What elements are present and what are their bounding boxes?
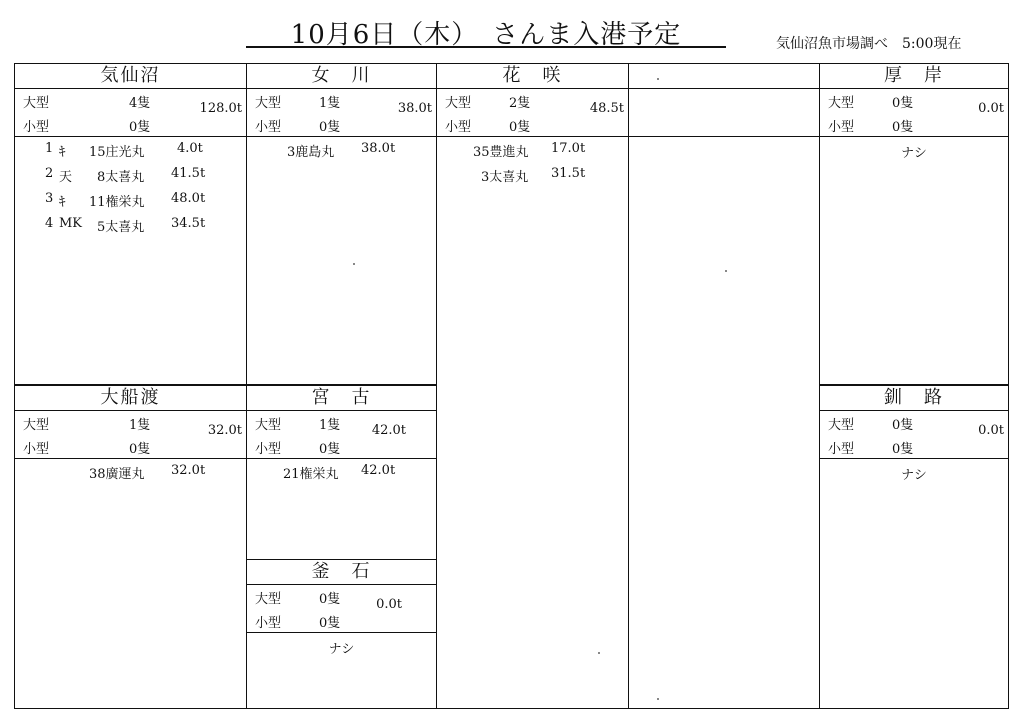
ship-row (15, 163, 246, 188)
summary-hanasaki (437, 88, 628, 137)
small-count: 0隻 (319, 442, 341, 457)
ship-row (437, 163, 628, 188)
no-arrivals-text: ナシ (901, 468, 927, 483)
large-label: 大型 (255, 96, 282, 111)
ship-list-hanasaki (437, 138, 628, 188)
ship-name: 11権栄丸 (89, 195, 145, 210)
total-tonnage: 48.5t (589, 101, 624, 116)
ship-mark: ｷ (59, 195, 66, 210)
title-underline (246, 46, 726, 48)
ship-tonnage: 32.0t (171, 463, 206, 478)
small-label: 小型 (828, 442, 855, 457)
page-title: 10月6日（木） さんま入港予定 (290, 20, 682, 50)
large-count: 0隻 (892, 418, 914, 433)
large-label: 大型 (23, 418, 50, 433)
scan-speck (657, 698, 659, 700)
ship-tonnage: 4.0t (177, 141, 203, 156)
small-count: 0隻 (129, 442, 151, 457)
port-name-ofunato: 大船渡 (15, 386, 246, 411)
large-count: 2隻 (509, 96, 531, 111)
large-count: 4隻 (129, 96, 151, 111)
port-panel-akkeshi (819, 63, 1009, 385)
port-panel-onagawa (246, 63, 437, 385)
small-label: 小型 (255, 616, 282, 631)
small-count: 0隻 (319, 120, 341, 135)
ship-name: 38廣運丸 (89, 467, 145, 482)
port-name-onagawa: 女 川 (247, 64, 436, 89)
summary-kushiro (820, 410, 1008, 459)
ship-tonnage: 48.0t (171, 191, 206, 206)
summary-akkeshi (820, 88, 1008, 137)
port-panel-ofunato (14, 385, 247, 709)
ship-tonnage: 17.0t (551, 141, 586, 156)
total-tonnage: 32.0t (207, 423, 242, 438)
large-count: 0隻 (892, 96, 914, 111)
small-count: 0隻 (129, 120, 151, 135)
ship-rank: 4 (45, 216, 54, 231)
large-count: 0隻 (319, 592, 341, 607)
ship-name: 3太喜丸 (481, 170, 529, 185)
port-name-kamaishi: 釜 石 (247, 560, 436, 585)
port-panel-kamaishi (246, 559, 437, 709)
total-tonnage: 128.0t (199, 101, 242, 116)
ship-name: 21権栄丸 (283, 467, 339, 482)
ship-name: 8太喜丸 (97, 170, 145, 185)
ship-row (15, 460, 246, 485)
ship-mark: MK (59, 216, 83, 231)
scan-speck (598, 652, 600, 654)
large-label: 大型 (255, 418, 282, 433)
large-count: 1隻 (129, 418, 151, 433)
scan-speck (353, 263, 355, 265)
title-block (246, 10, 726, 48)
total-tonnage: 0.0t (978, 101, 1004, 116)
small-count: 0隻 (319, 616, 341, 631)
small-label: 小型 (255, 442, 282, 457)
ship-mark: 天 (59, 170, 73, 185)
ship-tonnage: 42.0t (361, 463, 396, 478)
ship-rank: 2 (45, 166, 54, 181)
port-panel-hanasaki (436, 63, 629, 709)
ship-list-ofunato (15, 460, 246, 485)
large-label: 大型 (828, 96, 855, 111)
summary-kamaishi (247, 584, 436, 633)
port-name-kesennuma: 気仙沼 (15, 64, 246, 89)
port-panel-kushiro (819, 385, 1009, 709)
port-name-kushiro: 釧 路 (820, 386, 1008, 411)
total-tonnage: 38.0t (397, 101, 432, 116)
summary-ofunato (15, 410, 246, 459)
ship-list-kesennuma (15, 138, 246, 238)
blank-summary (629, 88, 819, 137)
ship-list-miyako (247, 460, 436, 485)
large-count: 1隻 (319, 96, 341, 111)
large-count: 1隻 (319, 418, 341, 433)
ship-tonnage: 38.0t (361, 141, 396, 156)
ship-row (15, 138, 246, 163)
ship-list-onagawa (247, 138, 436, 163)
large-label: 大型 (255, 592, 282, 607)
ship-rank: 1 (45, 141, 54, 156)
port-name-hanasaki: 花 咲 (437, 64, 628, 89)
large-label: 大型 (23, 96, 50, 111)
ship-row (437, 138, 628, 163)
large-label: 大型 (445, 96, 472, 111)
ship-mark: ｷ (59, 145, 66, 160)
survey-note: 気仙沼魚市場調べ 5:00現在 (776, 36, 962, 52)
summary-onagawa (247, 88, 436, 137)
ship-name: 3鹿島丸 (287, 145, 335, 160)
port-panel-kesennuma (14, 63, 247, 385)
total-tonnage: 0.0t (978, 423, 1004, 438)
ship-name: 15庄光丸 (89, 145, 145, 160)
ship-tonnage: 41.5t (171, 166, 206, 181)
scan-speck (657, 78, 659, 80)
ship-row (15, 188, 246, 213)
no-arrivals-text: ナシ (328, 642, 355, 657)
port-panel-miyako (246, 385, 437, 560)
port-name-akkeshi: 厚 岸 (820, 64, 1008, 89)
small-label: 小型 (255, 120, 282, 135)
port-panel-blank (628, 63, 820, 709)
no-arrivals-text: ナシ (901, 146, 927, 161)
small-label: 小型 (828, 120, 855, 135)
ship-rank: 3 (45, 191, 54, 206)
blank-header (629, 64, 819, 89)
total-tonnage: 0.0t (376, 597, 402, 612)
ship-row (15, 213, 246, 238)
small-label: 小型 (23, 120, 50, 135)
total-tonnage: 42.0t (371, 423, 406, 438)
ship-tonnage: 34.5t (171, 216, 206, 231)
summary-kesennuma (15, 88, 246, 137)
ship-row (247, 460, 436, 485)
small-count: 0隻 (892, 442, 914, 457)
small-label: 小型 (23, 442, 50, 457)
port-name-miyako: 宮 古 (247, 386, 436, 411)
scan-speck (725, 270, 727, 272)
large-label: 大型 (828, 418, 855, 433)
small-label: 小型 (445, 120, 472, 135)
ship-row (247, 138, 436, 163)
ship-tonnage: 31.5t (551, 166, 586, 181)
ship-name: 5太喜丸 (97, 220, 145, 235)
ship-name: 35豊進丸 (473, 145, 529, 160)
small-count: 0隻 (892, 120, 914, 135)
small-count: 0隻 (509, 120, 531, 135)
summary-miyako (247, 410, 436, 459)
